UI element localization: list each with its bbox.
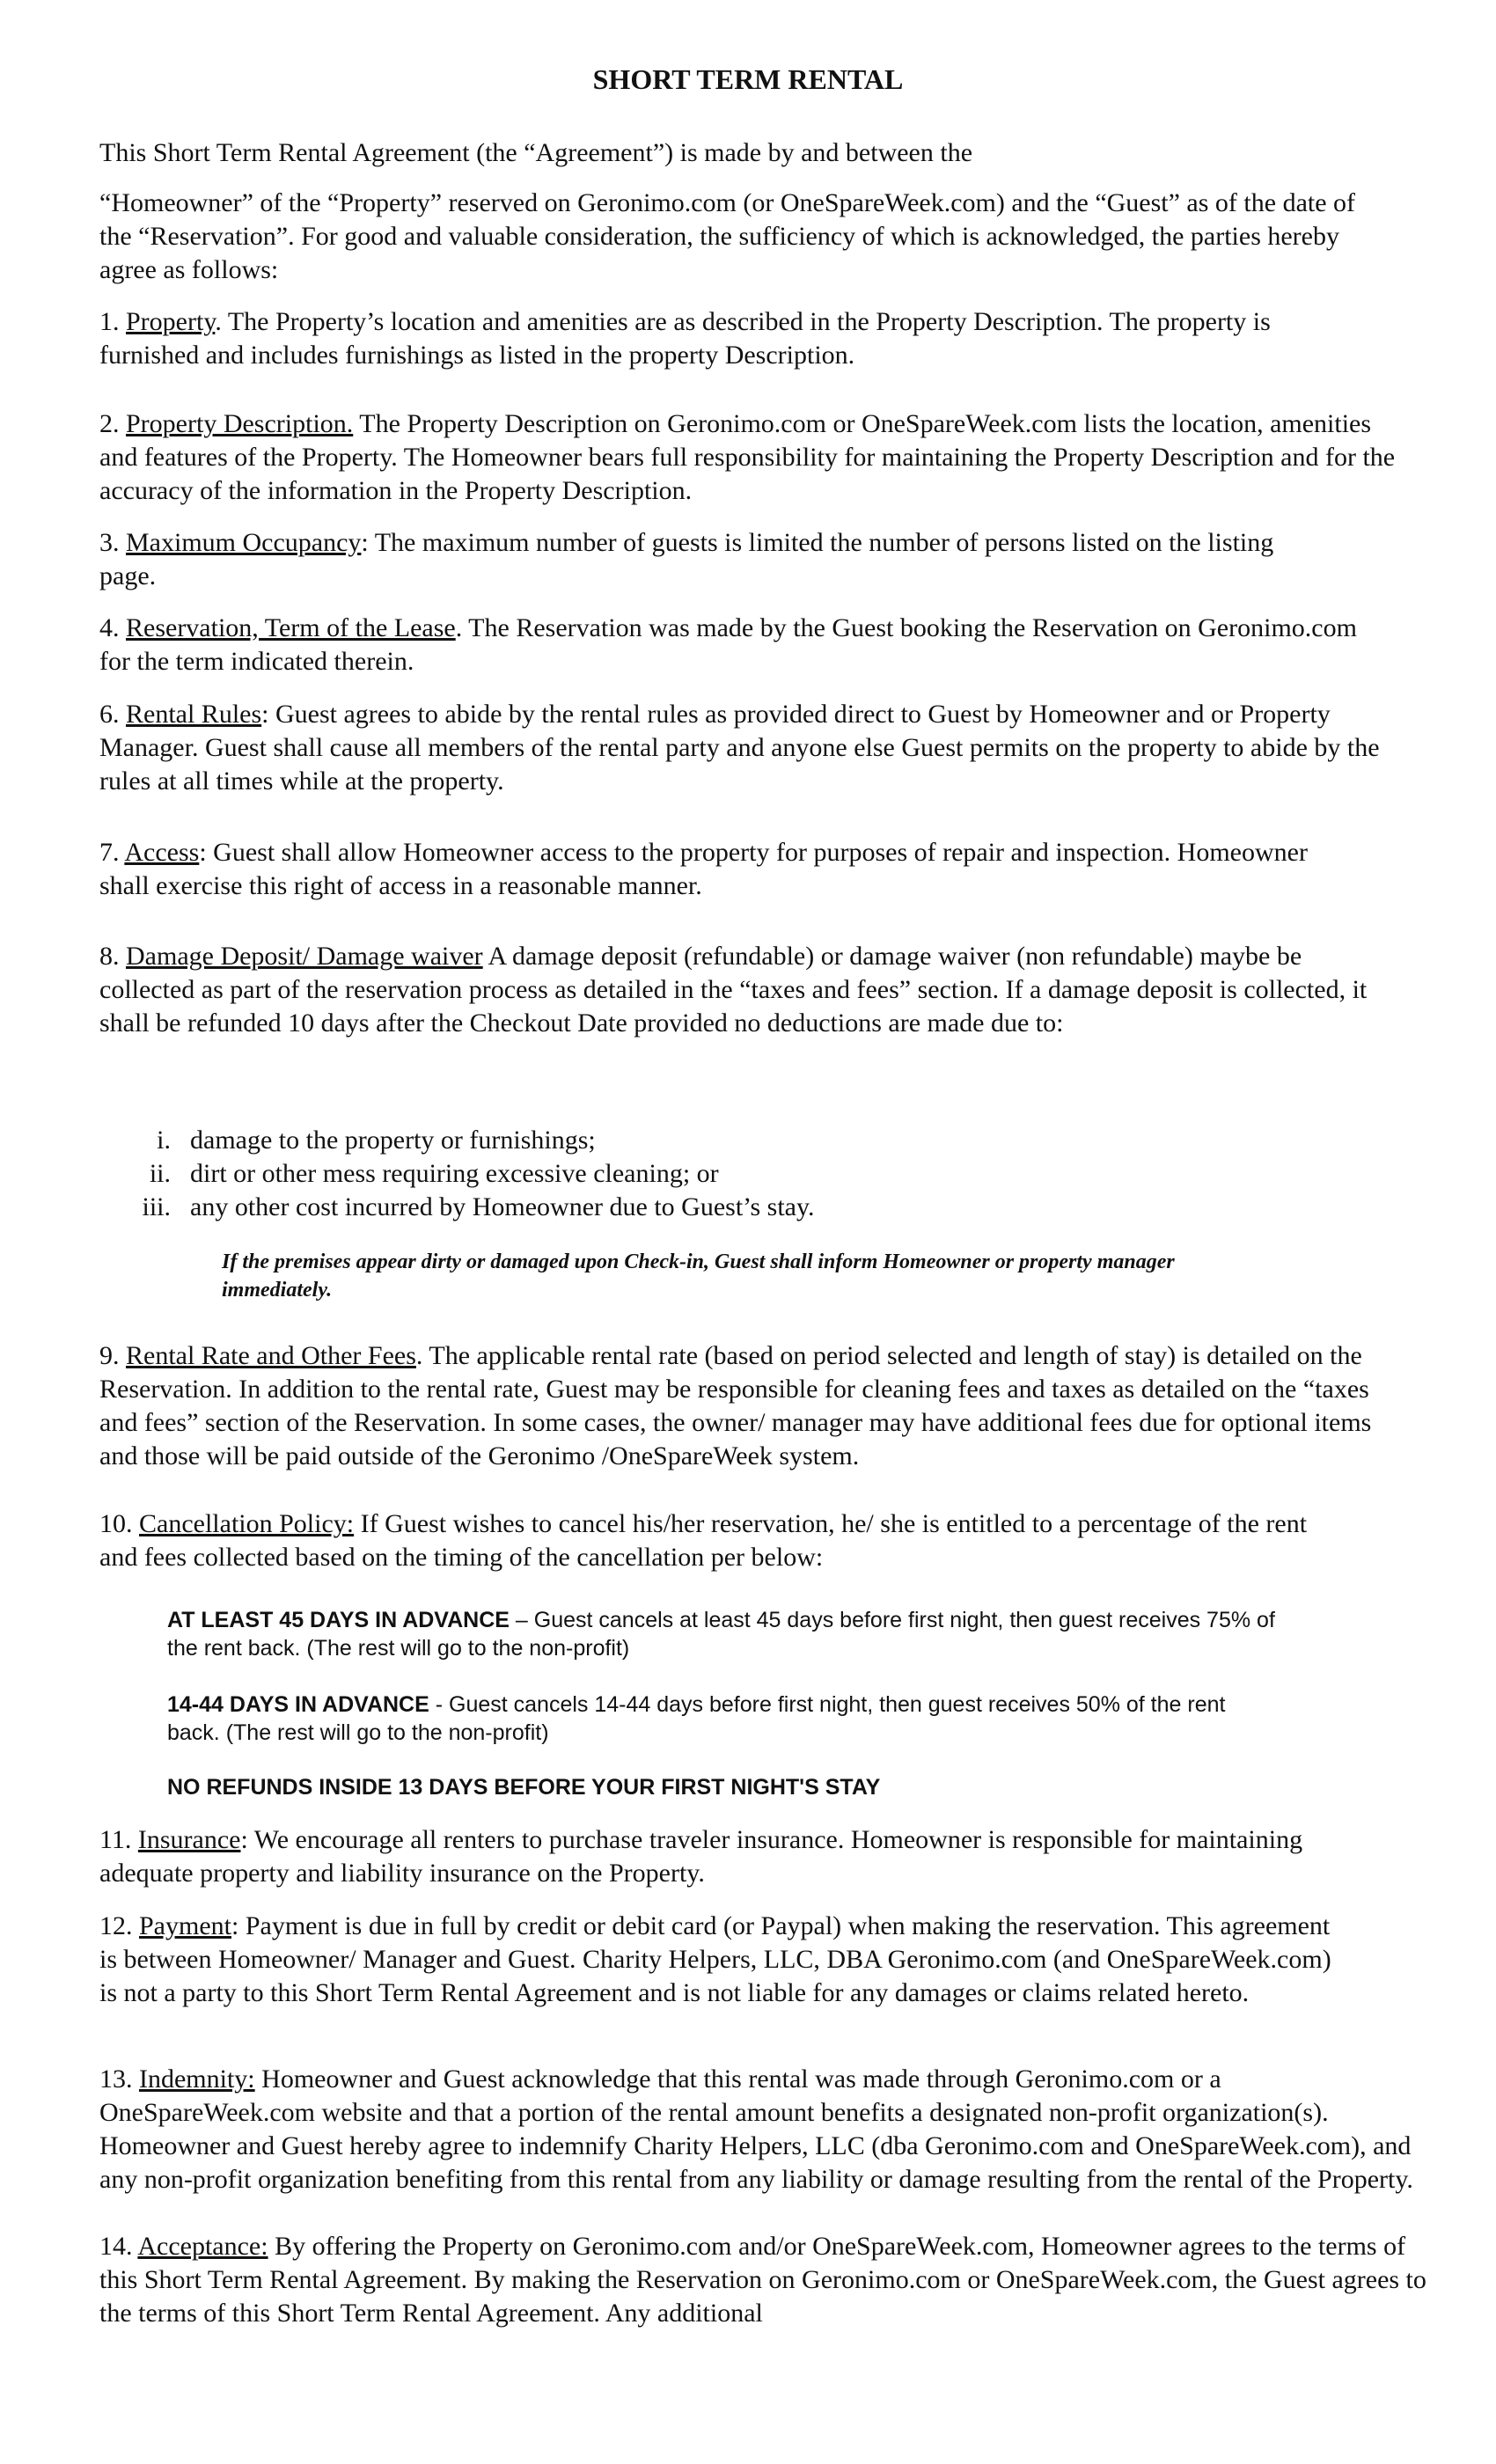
clause-heading: Insurance — [137, 1825, 241, 1854]
clause-number: 10. — [99, 1509, 133, 1538]
clause-text: By offering the Property on Geronimo.com and/or OneSpareWeek.com, Homeowner agrees to the terms of this Short Term Rental Agreement. By making the Reservation on Geronimo.com or OneSpareWeek.com, the Guest agrees to the terms of this Short Term Rental Agreement. Any additional — [99, 2232, 1426, 2328]
policy-heading: 14-44 DAYS IN ADVANCE — [167, 1692, 429, 1717]
clause-text: : Payment is due in full by credit or debit card (or Paypal) when making the reservation. This agreement is between Homeowner/ Manager and Guest. Charity Helpers, LLC, DBA Geronimo.com (and OneSpareWeek.com) is not a party to this Short Term Rental Agreement and is not liable for any damages or claims related hereto. — [99, 1911, 1331, 2007]
clause-text: . The applicable rental rate (based on period selected and length of stay) is detailed on the Reservation. In addition to the rental rate, Guest may be responsible for cleaning fees and taxes as detailed on the “taxes and fees” section of the Reservation. In some cases, the owner/ manager may have additional fees due for optional items and those will be paid outside of the Geronimo /OneSpareWeek system. — [99, 1341, 1372, 1470]
deduction-text: any other cost incurred by Homeowner due to Guest’s stay. — [190, 1192, 815, 1221]
deduction-item — [114, 1191, 815, 1224]
clause-cancellation-policy — [99, 1507, 1349, 1574]
clause-number: 9. — [99, 1341, 120, 1370]
policy-heading: AT LEAST 45 DAYS IN ADVANCE — [167, 1608, 510, 1632]
clause-heading: Acceptance: — [137, 2232, 268, 2261]
clause-number: 1. — [99, 307, 120, 336]
policy-45-days — [167, 1606, 1276, 1662]
clause-heading: Access — [124, 838, 200, 867]
clause-number: 7. — [99, 838, 120, 867]
policy-text: - Guest cancels 14-44 days before first night, then guest receives 50% of the rent back. (The rest will go to the non-profit) — [167, 1692, 1226, 1745]
clause-text: If Guest wishes to cancel his/her reservation, he/ she is entitled to a percentage of the rent and fees collected based on the timing of the cancellation per below: — [99, 1509, 1308, 1572]
clause-heading: Reservation, Term of the Lease — [126, 613, 456, 642]
clause-text: . The Reservation was made by the Guest booking the Reservation on Geronimo.com for the term indicated therein. — [99, 613, 1357, 676]
clause-text: The Property Description on Geronimo.com or OneSpareWeek.com lists the location, amenities and features of the Property. The Homeowner bears full responsibility for maintaining the Property Description and for the accuracy of the information in the Property Description. — [99, 409, 1396, 505]
deduction-text: damage to the property or furnishings; — [190, 1126, 596, 1155]
document-title: SHORT TERM RENTAL — [592, 63, 904, 95]
clause-property-description — [99, 407, 1411, 508]
clause-number: 13. — [99, 2064, 133, 2094]
clause-heading: Indemnity: — [139, 2064, 255, 2094]
clause-insurance — [99, 1823, 1340, 1890]
check-in-notice: If the premises appear dirty or damaged upon Check-in, Guest shall inform Homeowner or property manager immediately. — [222, 1250, 1175, 1302]
clause-heading: Rental Rules — [126, 700, 262, 729]
clause-number: 11. — [99, 1825, 132, 1854]
deduction-item — [114, 1124, 596, 1157]
intro-paragraph: “Homeowner” of the “Property” reserved on Geronimo.com (or OneSpareWeek.com) and the “Guest” as of the date of the “Reservation”. For good and valuable consideration, the sufficiency of which is acknowledged, the parties hereby agree as follows: — [99, 188, 1356, 284]
clause-text: : We encourage all renters to purchase traveler insurance. Homeowner is responsible for maintaining adequate property and liability insurance on the Property. — [99, 1825, 1303, 1888]
clause-damage-deposit — [99, 940, 1393, 1040]
clause-access — [99, 836, 1358, 903]
policy-text: – Guest cancels at least 45 days before first night, then guest receives 75% of the rent back. (The rest will go to the non-profit) — [167, 1608, 1275, 1661]
policy-14-44-days — [167, 1690, 1276, 1747]
clause-number: 3. — [99, 528, 120, 557]
clause-maximum-occupancy — [99, 526, 1314, 593]
clause-heading: Property — [126, 307, 216, 336]
deduction-number: ii. — [149, 1159, 171, 1188]
clause-number: 6. — [99, 700, 120, 729]
clause-number: 4. — [99, 613, 120, 642]
clause-heading: Property Description. — [126, 409, 354, 438]
clause-heading: Cancellation Policy: — [139, 1509, 355, 1538]
deduction-number: i. — [157, 1126, 171, 1155]
clause-heading: Maximum Occupancy — [126, 528, 362, 557]
deduction-item — [114, 1157, 719, 1191]
clause-text: A damage deposit (refundable) or damage waiver (non refundable) maybe be collected as part of the reservation process as detailed in the “taxes and fees” section. If a damage deposit is collected, it shall be refunded 10 days after the Checkout Date provided no deductions are made due to: — [99, 942, 1368, 1038]
no-refunds-notice: NO REFUNDS INSIDE 13 DAYS BEFORE YOUR FIRST NIGHT'S STAY — [167, 1775, 881, 1800]
clause-text: : Guest shall allow Homeowner access to the property for purposes of repair and inspection. Homeowner shall exercise this right of access in a reasonable manner. — [99, 838, 1308, 900]
clause-text: . The Property’s location and amenities are as described in the Property Description. The property is furnished and includes furnishings as listed in the property Description. — [99, 307, 1271, 370]
clause-number: 2. — [99, 409, 120, 438]
clause-reservation-term — [99, 612, 1367, 678]
deduction-text: dirt or other mess requiring excessive cleaning; or — [190, 1159, 719, 1188]
clause-number: 14. — [99, 2232, 133, 2261]
clause-rental-rate — [99, 1339, 1411, 1473]
clause-text: : The maximum number of guests is limited the number of persons listed on the listing page. — [99, 528, 1274, 590]
clause-property — [99, 305, 1323, 372]
clause-number: 8. — [99, 942, 120, 971]
clause-heading: Damage Deposit/ Damage waiver — [126, 942, 483, 971]
clause-heading: Payment — [139, 1911, 231, 1940]
clause-number: 12. — [99, 1911, 133, 1940]
clause-indemnity — [99, 2063, 1433, 2196]
clause-payment — [99, 1910, 1331, 2010]
clause-heading: Rental Rate and Other Fees — [126, 1341, 416, 1370]
deduction-number: iii. — [142, 1192, 171, 1221]
clause-text: Homeowner and Guest acknowledge that this rental was made through Geronimo.com or a OneSpareWeek.com website and that a portion of the rental amount benefits a designated non-profit organization(s). Homeowner and Guest hereby agree to indemnify Charity Helpers, LLC (dba Geronimo.com and OneSpareWeek.com), and any non-profit organization benefiting from this rental from any liability or damage resulting from the rental of the Property. — [99, 2064, 1413, 2194]
clause-acceptance — [99, 2230, 1428, 2330]
clause-text: : Guest agrees to abide by the rental rules as provided direct to Guest by Homeowner and or Property Manager. Guest shall cause all members of the rental party and anyone else Guest permits on the property to abide by the rules at all times while at the property. — [99, 700, 1380, 796]
intro-line-1: This Short Term Rental Agreement (the “Agreement”) is made by and between the — [99, 138, 973, 167]
clause-rental-rules — [99, 698, 1411, 798]
